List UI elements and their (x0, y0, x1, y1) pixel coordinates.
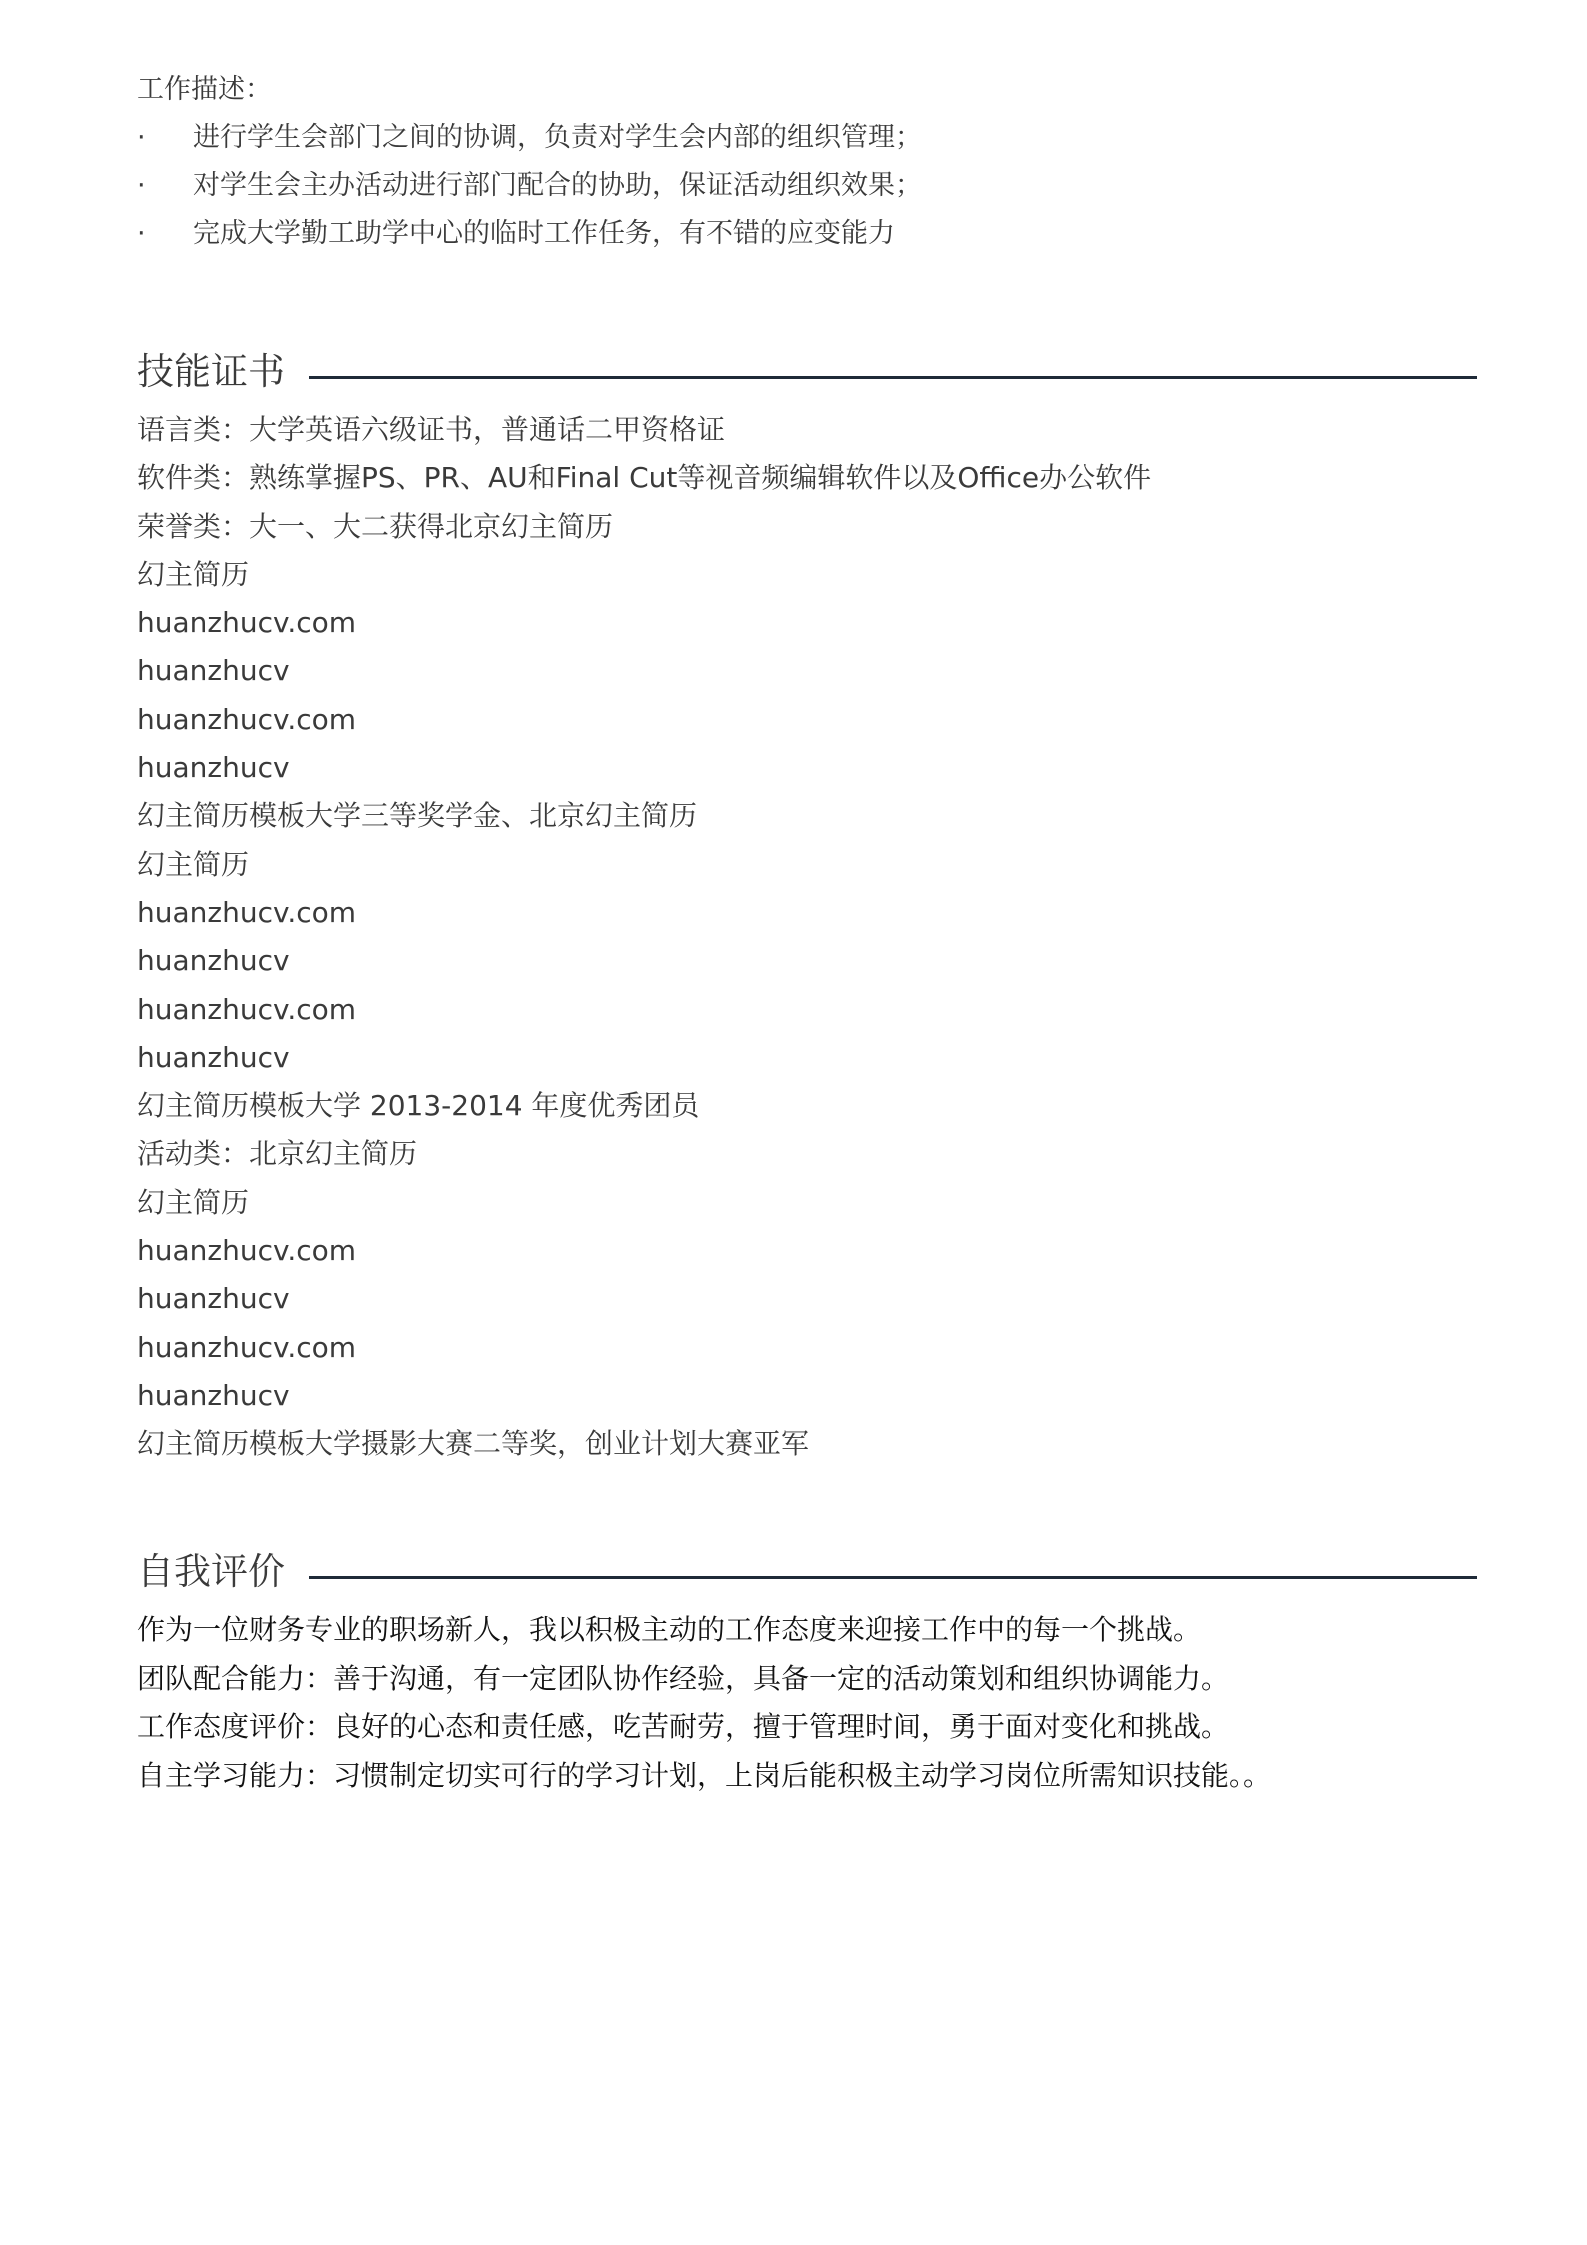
skill-line: 活动类：北京幻主简历 (137, 1137, 418, 1171)
skill-line: huanzhucv (137, 654, 290, 688)
skill-line: 语言类：大学英语六级证书，普通话二甲资格证 (137, 413, 726, 446)
skill-line: 幻主简历模板大学三等奖学金、北京幻主简历 (137, 799, 698, 833)
list-item-text: 进行学生会部门之间的协调，负责对学生会内部的组织管理； (193, 122, 922, 153)
skill-line: huanzhucv.com (137, 1234, 357, 1268)
bullet-icon: · (137, 122, 146, 153)
skill-line: 幻主简历 (137, 847, 250, 881)
skill-line: 幻主简历模板大学摄影大赛二等奖，创业计划大赛亚军 (137, 1427, 810, 1461)
skill-line: 幻主简历模板大学 2013-2014 年度优秀团员 (137, 1089, 700, 1123)
section-divider (309, 376, 1477, 379)
skill-line: huanzhucv.com (137, 895, 357, 929)
skill-line: huanzhucv (137, 944, 290, 978)
evaluation-section-title: 自我评价 (137, 1550, 285, 1593)
skill-line: huanzhucv (137, 751, 290, 785)
evaluation-list (137, 1610, 1271, 1804)
skill-line: huanzhucv.com (137, 606, 357, 640)
evaluation-section-header (137, 1544, 1477, 1600)
skill-line: huanzhucv.com (137, 702, 357, 736)
list-item-text: 完成大学勤工助学中心的临时工作任务，有不错的应变能力 (193, 218, 895, 249)
skills-section-title: 技能证书 (137, 350, 285, 393)
evaluation-line: 团队配合能力：善于沟通，有一定团队协作经验，具备一定的活动策划和组织协调能力。 (137, 1661, 1230, 1695)
list-item-text: 对学生会主办活动进行部门配合的协助，保证活动组织效果； (193, 170, 922, 201)
skill-line: huanzhucv (137, 1282, 290, 1316)
skill-line: 荣誉类：大一、大二获得北京幻主简历 (137, 509, 614, 543)
bullet-icon: · (137, 218, 146, 249)
skill-line: huanzhucv.com (137, 1330, 357, 1364)
skills-section-header (137, 344, 1477, 400)
evaluation-line: 作为一位财务专业的职场新人，我以积极主动的工作态度来迎接工作中的每一个挑战。 (137, 1613, 1202, 1646)
work-description-label: 工作描述： (137, 74, 272, 105)
skill-line: huanzhucv (137, 1040, 290, 1074)
section-divider (309, 1576, 1477, 1579)
skill-line: huanzhucv.com (137, 992, 357, 1026)
bullet-icon: · (137, 170, 146, 201)
evaluation-line: 工作态度评价：良好的心态和责任感，吃苦耐劳，擅于管理时间，勇于面对变化和挑战。 (137, 1710, 1230, 1743)
evaluation-line: 自主学习能力：习惯制定切实可行的学习计划，上岗后能积极主动学习岗位所需知识技能。。 (137, 1758, 1272, 1792)
skill-line: huanzhucv (137, 1378, 290, 1412)
skill-line: 软件类：熟练掌握PS、PR、AU和Final Cut等视音频编辑软件以及Office办公软件 (137, 461, 1152, 495)
skills-list (137, 410, 1151, 1473)
skill-line: 幻主简历 (137, 557, 250, 591)
skill-line: 幻主简历 (137, 1185, 250, 1219)
